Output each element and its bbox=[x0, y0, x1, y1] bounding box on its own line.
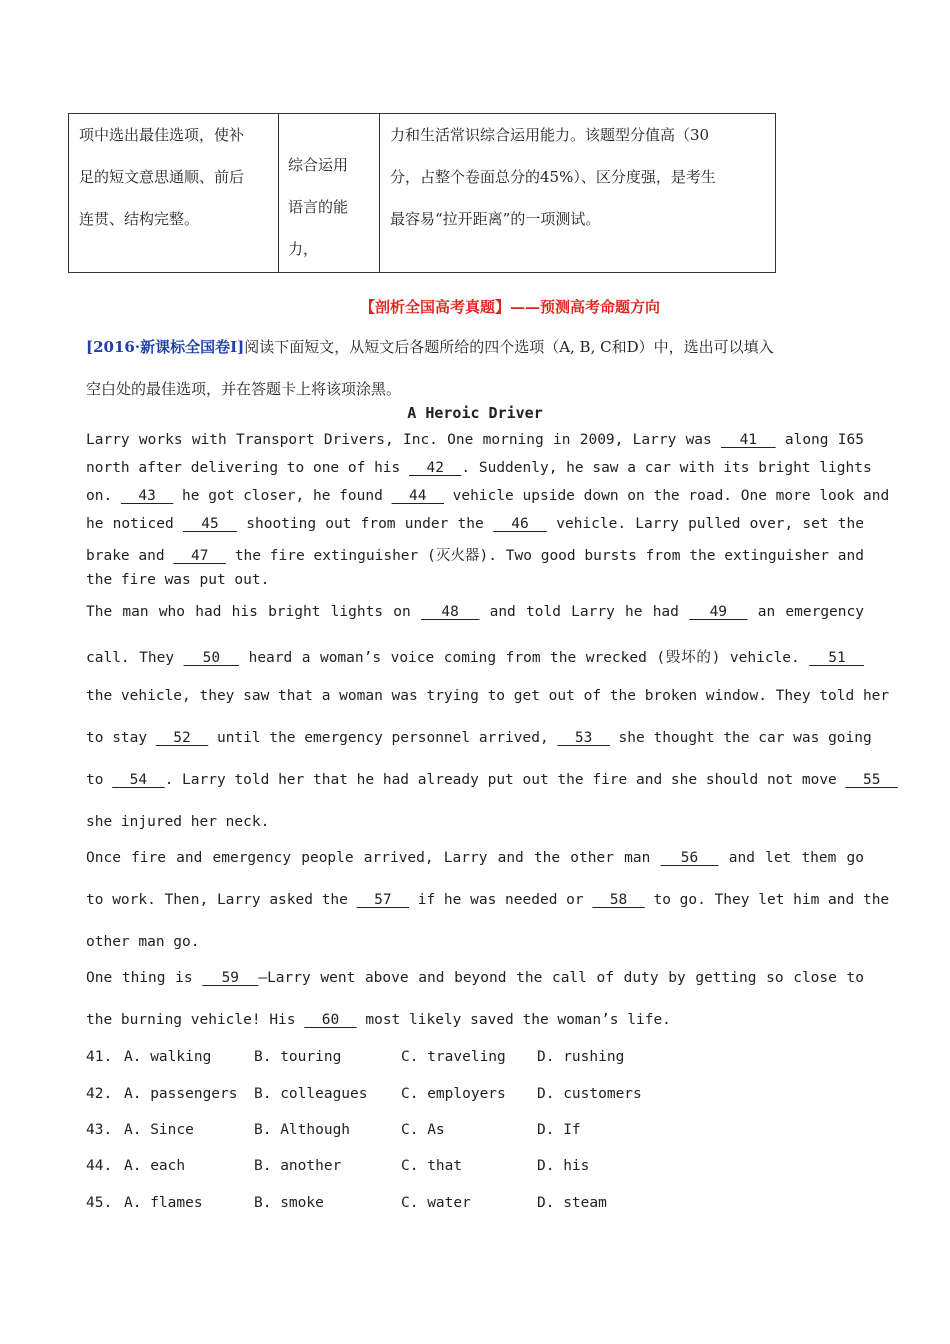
option-c[interactable]: C. that bbox=[401, 1158, 463, 1174]
passage-line: call. They 50 heard a woman’s voice coming from the wrecked (毁坏的) vehicle. 51 bbox=[86, 650, 864, 666]
option-d[interactable]: D. rushing bbox=[537, 1049, 625, 1065]
question-number: 43. bbox=[86, 1122, 113, 1138]
answer-blank: 41 bbox=[721, 432, 776, 448]
table-text: 连贯、结构完整。 bbox=[79, 210, 200, 228]
option-a[interactable]: A. Since bbox=[124, 1122, 194, 1138]
option-b[interactable]: B. another bbox=[254, 1158, 342, 1174]
passage-line: he noticed 45 shooting out from under the 46 vehicle. Larry pulled over, set the bbox=[86, 516, 864, 532]
question-number: 44. bbox=[86, 1158, 113, 1174]
answer-blank: 42 bbox=[409, 460, 462, 476]
passage-line: the burning vehicle! His 60 most likely saved the woman’s life. bbox=[86, 1012, 671, 1028]
answer-blank: 50 bbox=[183, 650, 240, 666]
answer-blank: 53 bbox=[557, 730, 610, 746]
passage-title: A Heroic Driver bbox=[407, 404, 543, 422]
passage-line: Once fire and emergency people arrived, Larry and the other man 56 and let them go bbox=[86, 850, 864, 866]
answer-blank: 48 bbox=[420, 604, 480, 620]
passage-line: she injured her neck. bbox=[86, 814, 270, 830]
passage-line: other man go. bbox=[86, 934, 200, 950]
passage-line: The man who had his bright lights on 48 and told Larry he had 49 an emergency bbox=[86, 604, 864, 620]
table-text: 项中选出最佳选项，使补 bbox=[79, 126, 245, 144]
passage-line: to 54 . Larry told her that he had already put out the fire and she should not move 55 bbox=[86, 772, 898, 788]
answer-blank: 45 bbox=[182, 516, 238, 532]
passage-line: Larry works with Transport Drivers, Inc. One morning in 2009, Larry was 41 along I65 bbox=[86, 432, 864, 448]
analysis-table bbox=[68, 113, 776, 273]
option-c[interactable]: C. employers bbox=[401, 1086, 506, 1102]
option-a[interactable]: A. flames bbox=[124, 1195, 203, 1211]
passage-line: to stay 52 until the emergency personnel arrived, 53 she thought the car was going bbox=[86, 730, 872, 746]
answer-blank: 44 bbox=[391, 488, 444, 504]
instruction-text: 阅读下面短文，从短文后各题所给的四个选项（A, B, C和D）中，选出可以填入 bbox=[244, 338, 774, 356]
instructions bbox=[86, 326, 866, 410]
table-text: 足的短文意思通顺、前后 bbox=[79, 168, 245, 186]
answer-blank: 60 bbox=[304, 1012, 357, 1028]
answer-blank: 56 bbox=[660, 850, 719, 866]
option-a[interactable]: A. walking bbox=[124, 1049, 212, 1065]
question-number: 41. bbox=[86, 1049, 113, 1065]
table-col-notes bbox=[380, 114, 775, 272]
passage-line: brake and 47 the fire extinguisher (灭火器). Two good bursts from the extinguisher and bbox=[86, 548, 864, 564]
passage-line: One thing is 59 —Larry went above and beyond the call of duty by getting so close to bbox=[86, 970, 864, 986]
answer-blank: 59 bbox=[202, 970, 259, 986]
option-b[interactable]: B. colleagues bbox=[254, 1086, 368, 1102]
answer-blank: 49 bbox=[689, 604, 748, 620]
answer-blank: 54 bbox=[112, 772, 165, 788]
answer-blank: 47 bbox=[173, 548, 227, 564]
option-c[interactable]: C. traveling bbox=[401, 1049, 506, 1065]
table-text: 综合运用 bbox=[288, 156, 349, 174]
passage-line: north after delivering to one of his 42 . Suddenly, he saw a car with its bright lights bbox=[86, 460, 872, 476]
option-b[interactable]: B. touring bbox=[254, 1049, 342, 1065]
option-d[interactable]: D. steam bbox=[537, 1195, 607, 1211]
table-text: 力， bbox=[288, 240, 319, 258]
table-text: 语言的能 bbox=[288, 198, 349, 216]
option-c[interactable]: C. water bbox=[401, 1195, 471, 1211]
answer-blank: 52 bbox=[155, 730, 209, 746]
answer-blank: 46 bbox=[492, 516, 548, 532]
table-text: 力和生活常识综合运用能力。该题型分值高（30 bbox=[390, 126, 710, 144]
table-col-ability bbox=[279, 114, 380, 272]
passage-line: on. 43 he got closer, he found 44 vehicle upside down on the road. One more look and bbox=[86, 488, 890, 504]
section-heading: 【剖析全国高考真题】——预测高考命题方向 bbox=[359, 298, 660, 316]
instruction-text: 空白处的最佳选项，并在答题卡上将该项涂黑。 bbox=[86, 380, 402, 398]
question-number: 45. bbox=[86, 1195, 113, 1211]
answer-blank: 57 bbox=[356, 892, 410, 908]
option-d[interactable]: D. customers bbox=[537, 1086, 642, 1102]
option-b[interactable]: B. Although bbox=[254, 1122, 351, 1138]
option-b[interactable]: B. smoke bbox=[254, 1195, 324, 1211]
option-a[interactable]: A. passengers bbox=[124, 1086, 238, 1102]
option-a[interactable]: A. each bbox=[124, 1158, 186, 1174]
option-c[interactable]: C. As bbox=[401, 1122, 445, 1138]
passage-line: the vehicle, they saw that a woman was trying to get out of the broken window. They told her bbox=[86, 688, 890, 704]
passage-line: the fire was put out. bbox=[86, 572, 270, 588]
answer-blank: 55 bbox=[845, 772, 898, 788]
option-d[interactable]: D. If bbox=[537, 1122, 581, 1138]
table-text: 最容易“拉开距离”的一项测试。 bbox=[390, 210, 601, 228]
table-text: 分，占整个卷面总分的45%）、区分度强，是考生 bbox=[390, 168, 716, 186]
answer-blank: 51 bbox=[809, 650, 864, 666]
passage-line: to work. Then, Larry asked the 57 if he was needed or 58 to go. They let him and the bbox=[86, 892, 890, 908]
exam-source: [2016·新课标全国卷Ⅰ] bbox=[86, 338, 245, 356]
answer-blank: 43 bbox=[120, 488, 174, 504]
option-d[interactable]: D. his bbox=[537, 1158, 590, 1174]
question-number: 42. bbox=[86, 1086, 113, 1102]
answer-blank: 58 bbox=[592, 892, 645, 908]
table-col-requirement bbox=[69, 114, 279, 272]
